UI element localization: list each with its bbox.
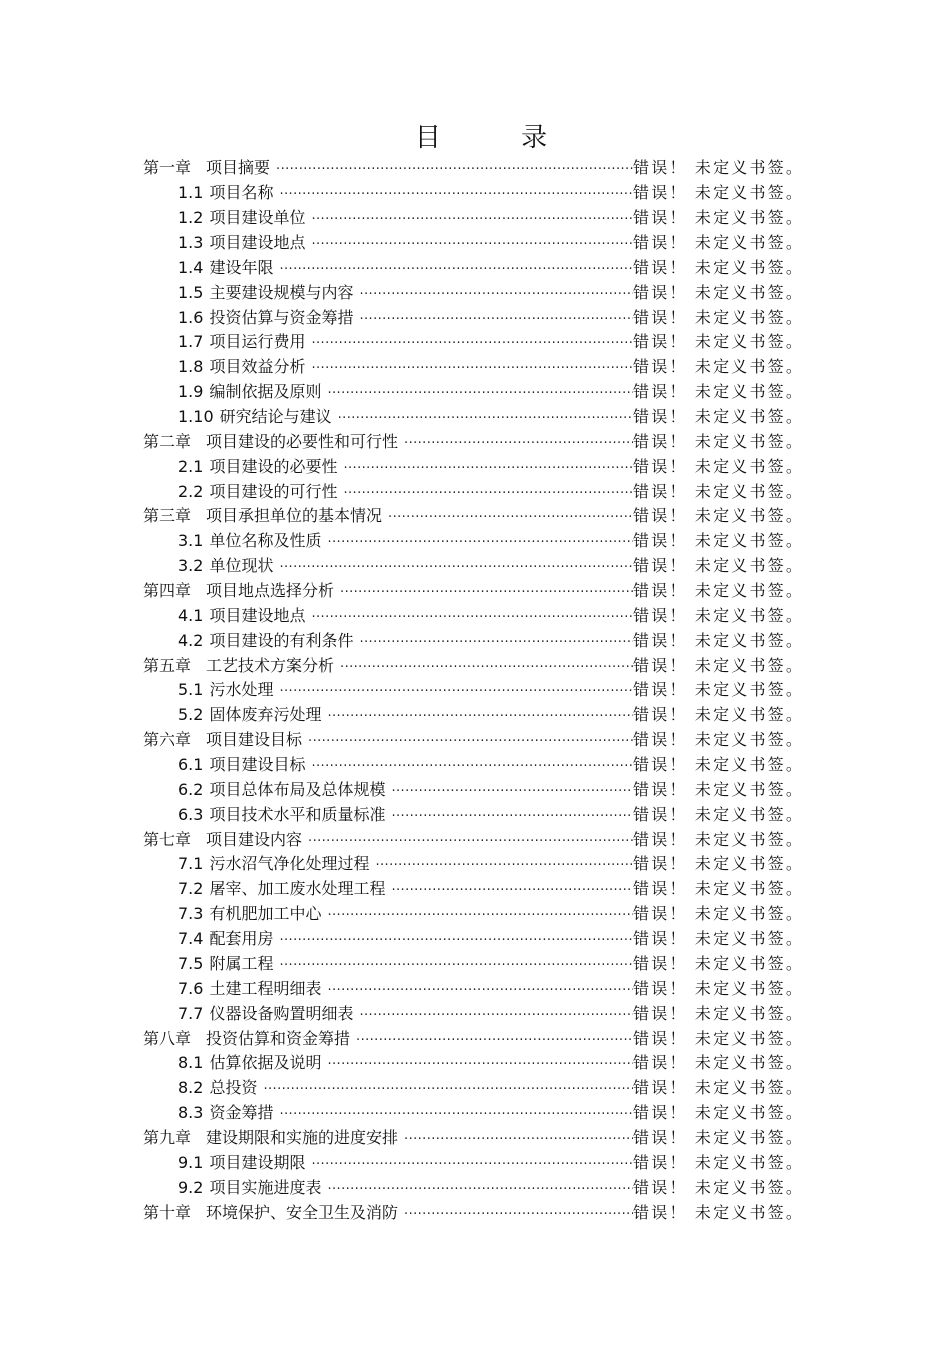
toc-entry-page-ref: 错误！ 未定义书签。 — [633, 705, 805, 725]
toc-entry-page-ref: 错误！ 未定义书签。 — [633, 481, 805, 501]
toc-entry-number: 4.2 — [178, 630, 204, 650]
toc-entry-title: 项目名称 — [209, 183, 274, 203]
toc-entry-page-ref: 错误！ 未定义书签。 — [633, 630, 805, 650]
toc-section-entry[interactable] — [143, 628, 805, 653]
toc-entry-title: 附属工程 — [209, 953, 274, 973]
toc-entry-number: 1.7 — [178, 332, 204, 352]
toc-entry-number: 7.6 — [178, 978, 204, 998]
toc-section-entry[interactable] — [143, 902, 805, 927]
toc-entry-page-ref: 错误！ 未定义书签。 — [633, 978, 805, 998]
toc-section-entry[interactable] — [143, 231, 805, 256]
toc-dot-leader — [327, 705, 633, 725]
toc-entry-page-ref: 错误！ 未定义书签。 — [633, 755, 805, 775]
toc-dot-leader — [279, 556, 633, 576]
toc-entry-number: 7.3 — [178, 904, 204, 924]
toc-entry-title: 资金筹措 — [209, 1103, 274, 1123]
toc-dot-leader — [391, 805, 633, 825]
toc-entry-page-ref: 错误！ 未定义书签。 — [633, 804, 805, 824]
toc-dot-leader — [311, 606, 633, 626]
toc-chapter-entry[interactable] — [143, 653, 805, 678]
toc-section-entry[interactable] — [143, 479, 805, 504]
toc-entry-number: 第八章 — [143, 1028, 192, 1048]
toc-entry-number: 2.2 — [178, 481, 204, 501]
toc-entry-title: 工艺技术方案分析 — [206, 655, 335, 675]
toc-entry-number: 1.2 — [178, 208, 204, 228]
toc-entry-number: 6.3 — [178, 804, 204, 824]
toc-dot-leader — [356, 1029, 633, 1049]
toc-entry-number: 第三章 — [143, 506, 192, 526]
toc-section-entry[interactable] — [143, 703, 805, 728]
toc-entry-page-ref: 错误！ 未定义书签。 — [633, 1103, 805, 1123]
toc-dot-leader — [327, 382, 633, 402]
toc-entry-title: 项目实施进度表 — [209, 1177, 322, 1197]
toc-section-entry[interactable] — [143, 330, 805, 355]
toc-dot-leader — [375, 854, 633, 874]
toc-entry-page-ref: 错误！ 未定义书签。 — [633, 456, 805, 476]
toc-section-entry[interactable] — [143, 454, 805, 479]
toc-dot-leader — [311, 357, 633, 377]
toc-entry-number: 8.2 — [178, 1078, 204, 1098]
toc-dot-leader — [327, 979, 633, 999]
toc-dot-leader — [327, 1053, 633, 1073]
toc-chapter-entry[interactable] — [143, 504, 805, 529]
toc-chapter-entry[interactable] — [143, 579, 805, 604]
toc-entry-number: 1.5 — [178, 282, 204, 302]
toc-entry-page-ref: 错误！ 未定义书签。 — [633, 1177, 805, 1197]
toc-entry-number: 第六章 — [143, 730, 192, 750]
toc-entry-title: 项目技术水平和质量标准 — [209, 804, 386, 824]
toc-dot-leader — [359, 631, 633, 651]
toc-entry-title: 总投资 — [209, 1078, 258, 1098]
toc-entry-title: 有机肥加工中心 — [209, 904, 322, 924]
toc-entry-number: 1.9 — [178, 382, 204, 402]
toc-entry-title: 项目建设的有利条件 — [209, 630, 354, 650]
toc-entry-title: 项目建设目标 — [209, 755, 306, 775]
toc-section-entry[interactable] — [143, 1101, 805, 1126]
toc-entry-title: 环境保护、安全卫生及消防 — [206, 1202, 399, 1222]
toc-dot-leader — [279, 929, 633, 949]
toc-section-entry[interactable] — [143, 952, 805, 977]
toc-dot-leader — [388, 506, 633, 526]
toc-section-entry[interactable] — [143, 976, 805, 1001]
toc-entry-title: 项目建设期限 — [209, 1152, 306, 1172]
toc-entry-page-ref: 错误！ 未定义书签。 — [633, 879, 805, 899]
toc-section-entry[interactable] — [143, 1051, 805, 1076]
toc-entry-title: 污水沼气净化处理过程 — [209, 854, 370, 874]
toc-entry-title: 项目承担单位的基本情况 — [206, 506, 383, 526]
toc-dot-leader — [359, 1004, 633, 1024]
toc-entry-page-ref: 错误！ 未定义书签。 — [633, 407, 805, 427]
toc-entry-title: 项目建设的必要性和可行性 — [206, 431, 399, 451]
toc-entry-number: 8.3 — [178, 1103, 204, 1123]
toc-entry-number: 1.1 — [178, 183, 204, 203]
toc-dot-leader — [404, 1128, 633, 1148]
toc-section-entry[interactable] — [143, 753, 805, 778]
toc-entry-page-ref: 错误！ 未定义书签。 — [633, 208, 805, 228]
toc-entry-number: 1.6 — [178, 307, 204, 327]
toc-entry-page-ref: 错误！ 未定义书签。 — [633, 929, 805, 949]
toc-entry-number: 5.1 — [178, 680, 204, 700]
toc-entry-page-ref: 错误！ 未定义书签。 — [633, 1053, 805, 1073]
toc-dot-leader — [279, 1103, 633, 1123]
toc-entry-page-ref: 错误！ 未定义书签。 — [633, 506, 805, 526]
toc-section-entry[interactable] — [143, 777, 805, 802]
toc-entry-number: 1.4 — [178, 257, 204, 277]
toc-entry-page-ref: 错误！ 未定义书签。 — [633, 357, 805, 377]
toc-section-entry[interactable] — [143, 255, 805, 280]
toc-section-entry[interactable] — [143, 380, 805, 405]
toc-entry-page-ref: 错误！ 未定义书签。 — [633, 1152, 805, 1172]
toc-dot-leader — [263, 1078, 633, 1098]
toc-section-entry[interactable] — [143, 554, 805, 579]
toc-entry-number: 第四章 — [143, 581, 192, 601]
toc-entry-page-ref: 错误！ 未定义书签。 — [633, 1003, 805, 1023]
toc-chapter-entry[interactable] — [143, 1200, 805, 1225]
toc-section-entry[interactable] — [143, 1001, 805, 1026]
toc-entry-number: 6.1 — [178, 755, 204, 775]
toc-entry-page-ref: 错误！ 未定义书签。 — [633, 680, 805, 700]
toc-chapter-entry[interactable] — [143, 1026, 805, 1051]
toc-dot-leader — [311, 332, 633, 352]
toc-entry-page-ref: 错误！ 未定义书签。 — [633, 904, 805, 924]
toc-dot-leader — [311, 233, 633, 253]
toc-entry-number: 3.2 — [178, 556, 204, 576]
toc-dot-leader — [404, 432, 633, 452]
toc-dot-leader — [279, 680, 633, 700]
toc-entry-title: 项目运行费用 — [209, 332, 306, 352]
toc-dot-leader — [327, 531, 633, 551]
toc-section-entry[interactable] — [143, 529, 805, 554]
toc-entry-page-ref: 错误！ 未定义书签。 — [633, 779, 805, 799]
toc-dot-leader — [327, 904, 633, 924]
toc-entry-number: 2.1 — [178, 456, 204, 476]
toc-entry-number: 1.3 — [178, 233, 204, 252]
toc-dot-leader — [391, 780, 633, 800]
toc-entry-title: 固体废弃污处理 — [209, 705, 322, 725]
toc-entry-number: 3.1 — [178, 531, 204, 551]
toc-entry-number: 7.4 — [178, 929, 204, 949]
toc-entry-title: 主要建设规模与内容 — [209, 282, 354, 302]
toc-dot-leader — [279, 183, 633, 203]
toc-entry-page-ref: 错误！ 未定义书签。 — [633, 730, 805, 750]
toc-chapter-entry[interactable] — [143, 728, 805, 753]
toc-entry-page-ref: 错误！ 未定义书签。 — [633, 431, 805, 451]
toc-dot-leader — [338, 407, 633, 427]
toc-entry-number: 第七章 — [143, 829, 192, 849]
toc-entry-title: 项目建设地点 — [209, 233, 306, 252]
toc-entry-title: 建设期限和实施的进度安排 — [206, 1127, 399, 1147]
toc-entry-title: 项目效益分析 — [209, 357, 306, 377]
toc-entry-number: 5.2 — [178, 705, 204, 725]
toc-entry-page-ref: 错误！ 未定义书签。 — [633, 332, 805, 352]
toc-dot-leader — [343, 482, 633, 502]
toc-entry-page-ref: 错误！ 未定义书签。 — [633, 282, 805, 302]
toc-chapter-entry[interactable] — [143, 827, 805, 852]
toc-entry-number: 6.2 — [178, 779, 204, 799]
toc-entry-page-ref: 错误！ 未定义书签。 — [633, 307, 805, 327]
toc-entry-title: 项目建设地点 — [209, 605, 306, 625]
toc-entry-page-ref: 错误！ 未定义书签。 — [633, 829, 805, 849]
toc-dot-leader — [311, 208, 633, 228]
toc-entry-title: 项目摘要 — [206, 158, 271, 178]
toc-entry-title: 项目建设的可行性 — [209, 481, 338, 501]
toc-entry-title: 项目地点选择分析 — [206, 581, 335, 601]
toc-entry-number: 第五章 — [143, 655, 192, 675]
toc-entry-number: 第二章 — [143, 431, 192, 451]
toc-entry-number: 7.2 — [178, 879, 204, 899]
toc-title: 目 录 — [414, 123, 584, 153]
toc-entry-title: 仪器设备购置明细表 — [209, 1003, 354, 1023]
toc-dot-leader — [343, 457, 633, 477]
toc-entry-title: 污水处理 — [209, 680, 274, 700]
toc-entry-number: 8.1 — [178, 1053, 204, 1073]
toc-entry-number: 1.10 — [178, 407, 214, 427]
toc-entry-title: 单位名称及性质 — [209, 531, 322, 551]
toc-section-entry[interactable] — [143, 280, 805, 305]
toc-entry-number: 1.8 — [178, 357, 204, 377]
toc-dot-leader — [404, 1203, 633, 1223]
toc-section-entry[interactable] — [143, 927, 805, 952]
toc-entry-title: 投资估算与资金筹措 — [209, 307, 354, 327]
toc-entry-title: 项目建设的必要性 — [209, 456, 338, 476]
toc-chapter-entry[interactable] — [143, 1126, 805, 1151]
toc-entry-page-ref: 错误！ 未定义书签。 — [633, 1202, 805, 1222]
toc-entry-page-ref: 错误！ 未定义书签。 — [633, 1127, 805, 1147]
toc-entry-title: 屠宰、加工废水处理工程 — [209, 879, 386, 899]
toc-entry-number: 第九章 — [143, 1127, 192, 1147]
toc-entry-page-ref: 错误！ 未定义书签。 — [633, 382, 805, 402]
toc-entry-title: 配套用房 — [209, 929, 274, 949]
toc-entry-page-ref: 错误！ 未定义书签。 — [633, 257, 805, 277]
toc-dot-leader — [340, 656, 633, 676]
toc-entry-page-ref: 错误！ 未定义书签。 — [633, 605, 805, 625]
toc-entry-page-ref: 错误！ 未定义书签。 — [633, 531, 805, 551]
toc-dot-leader — [308, 730, 633, 750]
toc-dot-leader — [308, 830, 633, 850]
toc-section-entry[interactable] — [143, 1175, 805, 1200]
toc-entry-title: 项目总体布局及总体规模 — [209, 779, 386, 799]
toc-section-entry[interactable] — [143, 877, 805, 902]
toc-entry-page-ref: 错误！ 未定义书签。 — [633, 1078, 805, 1098]
toc-section-entry[interactable] — [143, 206, 805, 231]
toc-entry-title: 土建工程明细表 — [209, 978, 322, 998]
toc-entry-title: 编制依据及原则 — [209, 382, 322, 402]
toc-entry-title: 项目建设单位 — [209, 208, 306, 228]
toc-entry-page-ref: 错误！ 未定义书签。 — [633, 158, 805, 178]
toc-section-entry[interactable] — [143, 603, 805, 628]
toc-section-entry[interactable] — [143, 1150, 805, 1175]
toc-section-entry[interactable] — [143, 305, 805, 330]
toc-dot-leader — [391, 879, 633, 899]
toc-entry-page-ref: 错误！ 未定义书签。 — [633, 183, 805, 203]
toc-entry-number: 第十章 — [143, 1202, 192, 1222]
toc-entry-title: 投资估算和资金筹措 — [206, 1028, 351, 1048]
toc-section-entry[interactable] — [143, 802, 805, 827]
toc-dot-leader — [311, 1153, 633, 1173]
toc-dot-leader — [276, 158, 633, 178]
toc-section-entry[interactable] — [143, 1076, 805, 1101]
toc-entry-page-ref: 错误！ 未定义书签。 — [633, 581, 805, 601]
toc-entry-page-ref: 错误！ 未定义书签。 — [633, 655, 805, 675]
toc-section-entry[interactable] — [143, 852, 805, 877]
toc-entry-number: 9.2 — [178, 1177, 204, 1197]
toc-section-entry[interactable] — [143, 355, 805, 380]
toc-section-entry[interactable] — [143, 181, 805, 206]
toc-dot-leader — [359, 308, 633, 328]
toc-chapter-entry[interactable] — [143, 156, 805, 181]
toc-dot-leader — [311, 755, 633, 775]
toc-entry-page-ref: 错误！ 未定义书签。 — [633, 953, 805, 973]
toc-entry-title: 建设年限 — [209, 257, 274, 277]
toc-section-entry[interactable] — [143, 405, 805, 430]
toc-chapter-entry[interactable] — [143, 429, 805, 454]
toc-dot-leader — [279, 258, 633, 278]
toc-entry-number: 4.1 — [178, 605, 204, 625]
toc-entry-page-ref: 错误！ 未定义书签。 — [633, 854, 805, 874]
toc-entry-number: 第一章 — [143, 158, 192, 178]
toc-dot-leader — [340, 581, 633, 601]
toc-entry-page-ref: 错误！ 未定义书签。 — [633, 1028, 805, 1048]
toc-dot-leader — [359, 283, 633, 303]
toc-section-entry[interactable] — [143, 678, 805, 703]
toc-dot-leader — [279, 954, 633, 974]
toc-entry-number: 7.1 — [178, 854, 204, 874]
toc-entry-title: 研究结论与建议 — [219, 407, 332, 427]
toc-entry-page-ref: 错误！ 未定义书签。 — [633, 233, 805, 252]
toc-entry-number: 7.5 — [178, 953, 204, 973]
toc-entry-title: 估算依据及说明 — [209, 1053, 322, 1073]
toc-dot-leader — [327, 1178, 633, 1198]
toc-entry-page-ref: 错误！ 未定义书签。 — [633, 556, 805, 576]
toc-entry-title: 项目建设内容 — [206, 829, 303, 849]
toc-entry-number: 9.1 — [178, 1152, 204, 1172]
toc-entry-title: 单位现状 — [209, 556, 274, 576]
table-of-contents — [143, 156, 805, 1225]
toc-entry-number: 7.7 — [178, 1003, 204, 1023]
toc-entry-title: 项目建设目标 — [206, 730, 303, 750]
